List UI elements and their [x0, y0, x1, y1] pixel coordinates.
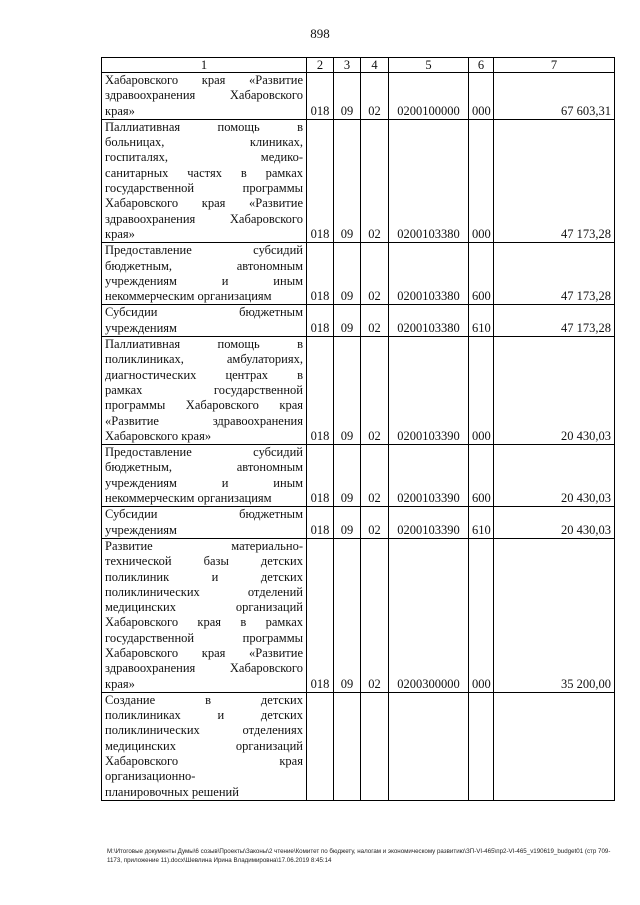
expense-type-cell: 000: [469, 73, 494, 120]
description-line: поликлиниках, амбулаториях,: [105, 352, 303, 367]
section-code-cell: 09: [334, 243, 361, 305]
target-article-cell: 0200103390: [389, 507, 469, 539]
description-line: больницах, клиниках,: [105, 135, 303, 150]
description-line: Паллиативная помощь в: [105, 119, 303, 134]
description-line: учреждениям и иным: [105, 475, 303, 490]
ministry-code-cell: 018: [307, 305, 334, 337]
amount-cell: [494, 692, 615, 800]
target-article-cell: 0200103390: [389, 337, 469, 445]
description-line: планировочных решений: [105, 784, 239, 799]
budget-table: [101, 57, 615, 801]
expense-type-cell: 600: [469, 243, 494, 305]
target-article-cell: 0200103380: [389, 305, 469, 337]
header-col-3: 3: [334, 58, 361, 73]
description-line: Хабаровского края: [105, 754, 303, 769]
ministry-code-cell: 018: [307, 507, 334, 539]
ministry-code-cell: 018: [307, 119, 334, 242]
amount-cell: 20 430,03: [494, 445, 615, 507]
description-line: технической базы детских: [105, 554, 303, 569]
target-article-cell: 0200300000: [389, 538, 469, 692]
table-row: [102, 119, 615, 242]
amount-cell: 67 603,31: [494, 73, 615, 120]
ministry-code-cell: [307, 692, 334, 800]
table-row: [102, 538, 615, 692]
target-article-cell: [389, 692, 469, 800]
description-line: Предоставление субсидий: [105, 243, 303, 258]
page-number: 898: [310, 26, 330, 41]
expense-type-cell: 600: [469, 445, 494, 507]
description-line: диагностических центрах в: [105, 367, 303, 382]
amount-cell: 47 173,28: [494, 119, 615, 242]
description-line: учреждениям и иным: [105, 273, 303, 288]
description-line: «Развитие здравоохранения: [105, 413, 303, 428]
amount-cell: 20 430,03: [494, 337, 615, 445]
description-line: бюджетным, автономным: [105, 258, 303, 273]
expense-type-cell: [469, 692, 494, 800]
expense-type-cell: 000: [469, 119, 494, 242]
description-line: поликлинических отделений: [105, 584, 303, 599]
description-line: здравоохранения Хабаровского: [105, 661, 303, 676]
amount-cell: 20 430,03: [494, 507, 615, 539]
description-line: государственной программы: [105, 630, 303, 645]
subsection-code-cell: 02: [361, 119, 389, 242]
table-row: [102, 507, 615, 539]
target-article-cell: 0200103380: [389, 119, 469, 242]
document-path-footer: M:\Итоговые документы Думы\6 созыв\Проекты\Законы\2 чтение\Комитет по бюджету, налогам и экономическому развитию\ЗП-VI-465\пр2-VI-465_v190619_budget01 (стр 709-1173, приложение 11).docx\Шевлина Ирина Владимировна\17.06.2019 8:45:14: [107, 848, 611, 864]
target-article-cell: 0200100000: [389, 73, 469, 120]
ministry-code-cell: 018: [307, 445, 334, 507]
section-code-cell: 09: [334, 305, 361, 337]
header-col-4: 4: [361, 58, 389, 73]
subsection-code-cell: 02: [361, 507, 389, 539]
row-description: [102, 243, 307, 305]
row-description: [102, 507, 307, 539]
description-line: Хабаровского края в рамках: [105, 615, 303, 630]
header-col-5: 5: [389, 58, 469, 73]
ministry-code-cell: 018: [307, 337, 334, 445]
section-code-cell: 09: [334, 507, 361, 539]
section-code-cell: 09: [334, 119, 361, 242]
target-article-cell: 0200103390: [389, 445, 469, 507]
description-line: медицинских организаций: [105, 738, 303, 753]
description-line: госпиталях, медико-: [105, 150, 303, 165]
subsection-code-cell: 02: [361, 445, 389, 507]
table-header: [102, 58, 615, 73]
subsection-code-cell: 02: [361, 243, 389, 305]
description-line: края»: [105, 103, 135, 118]
ministry-code-cell: 018: [307, 243, 334, 305]
description-line: края»: [105, 226, 135, 241]
row-description: [102, 73, 307, 120]
subsection-code-cell: [361, 692, 389, 800]
description-line: края»: [105, 676, 135, 691]
row-description: [102, 305, 307, 337]
amount-cell: 47 173,28: [494, 243, 615, 305]
table-row: [102, 692, 615, 800]
subsection-code-cell: 02: [361, 538, 389, 692]
table-row: [102, 243, 615, 305]
description-line: Хабаровского края «Развитие: [105, 73, 303, 87]
description-line: поликлиник и детских: [105, 569, 303, 584]
row-description: [102, 538, 307, 692]
table-row: [102, 73, 615, 120]
expense-type-cell: 000: [469, 337, 494, 445]
table-row: [102, 337, 615, 445]
description-line: Хабаровского края»: [105, 428, 212, 443]
description-line: санитарных частях в рамках: [105, 165, 303, 180]
amount-cell: 35 200,00: [494, 538, 615, 692]
description-line: государственной программы: [105, 181, 303, 196]
header-col-7: 7: [494, 58, 615, 73]
description-line: поликлиниках и детских: [105, 708, 303, 723]
description-line: учреждениям: [105, 522, 177, 537]
row-description: [102, 337, 307, 445]
header-col-6: 6: [469, 58, 494, 73]
section-code-cell: [334, 692, 361, 800]
row-description: [102, 119, 307, 242]
description-line: бюджетным, автономным: [105, 460, 303, 475]
description-line: Предоставление субсидий: [105, 445, 303, 460]
description-line: Субсидии бюджетным: [105, 507, 303, 522]
table-body: [102, 73, 615, 801]
amount-cell: 47 173,28: [494, 305, 615, 337]
ministry-code-cell: 018: [307, 538, 334, 692]
header-col-1: 1: [102, 58, 307, 73]
description-line: Хабаровского края «Развитие: [105, 196, 303, 211]
description-line: Хабаровского края «Развитие: [105, 645, 303, 660]
description-line: программы Хабаровского края: [105, 398, 303, 413]
description-line: здравоохранения Хабаровского: [105, 211, 303, 226]
header-col-2: 2: [307, 58, 334, 73]
description-line: некоммерческим организациям: [105, 289, 272, 304]
row-description: [102, 445, 307, 507]
section-code-cell: 09: [334, 337, 361, 445]
description-line: Паллиативная помощь в: [105, 337, 303, 352]
row-description: [102, 692, 307, 800]
description-line: Субсидии бюджетным: [105, 305, 303, 320]
subsection-code-cell: 02: [361, 337, 389, 445]
description-line: рамках государственной: [105, 382, 303, 397]
description-line: Развитие материально-: [105, 538, 303, 553]
table-row: [102, 305, 615, 337]
expense-type-cell: 610: [469, 507, 494, 539]
table-row: [102, 445, 615, 507]
description-line: некоммерческим организациям: [105, 491, 272, 506]
expense-type-cell: 610: [469, 305, 494, 337]
description-line: Создание в детских: [105, 692, 303, 707]
subsection-code-cell: 02: [361, 305, 389, 337]
description-line: учреждениям: [105, 320, 177, 335]
description-line: здравоохранения Хабаровского: [105, 88, 303, 103]
description-line: поликлинических отделениях: [105, 723, 303, 738]
ministry-code-cell: 018: [307, 73, 334, 120]
description-line: медицинских организаций: [105, 600, 303, 615]
subsection-code-cell: 02: [361, 73, 389, 120]
section-code-cell: 09: [334, 73, 361, 120]
section-code-cell: 09: [334, 538, 361, 692]
target-article-cell: 0200103380: [389, 243, 469, 305]
description-line: организационно-: [105, 769, 196, 784]
section-code-cell: 09: [334, 445, 361, 507]
expense-type-cell: 000: [469, 538, 494, 692]
